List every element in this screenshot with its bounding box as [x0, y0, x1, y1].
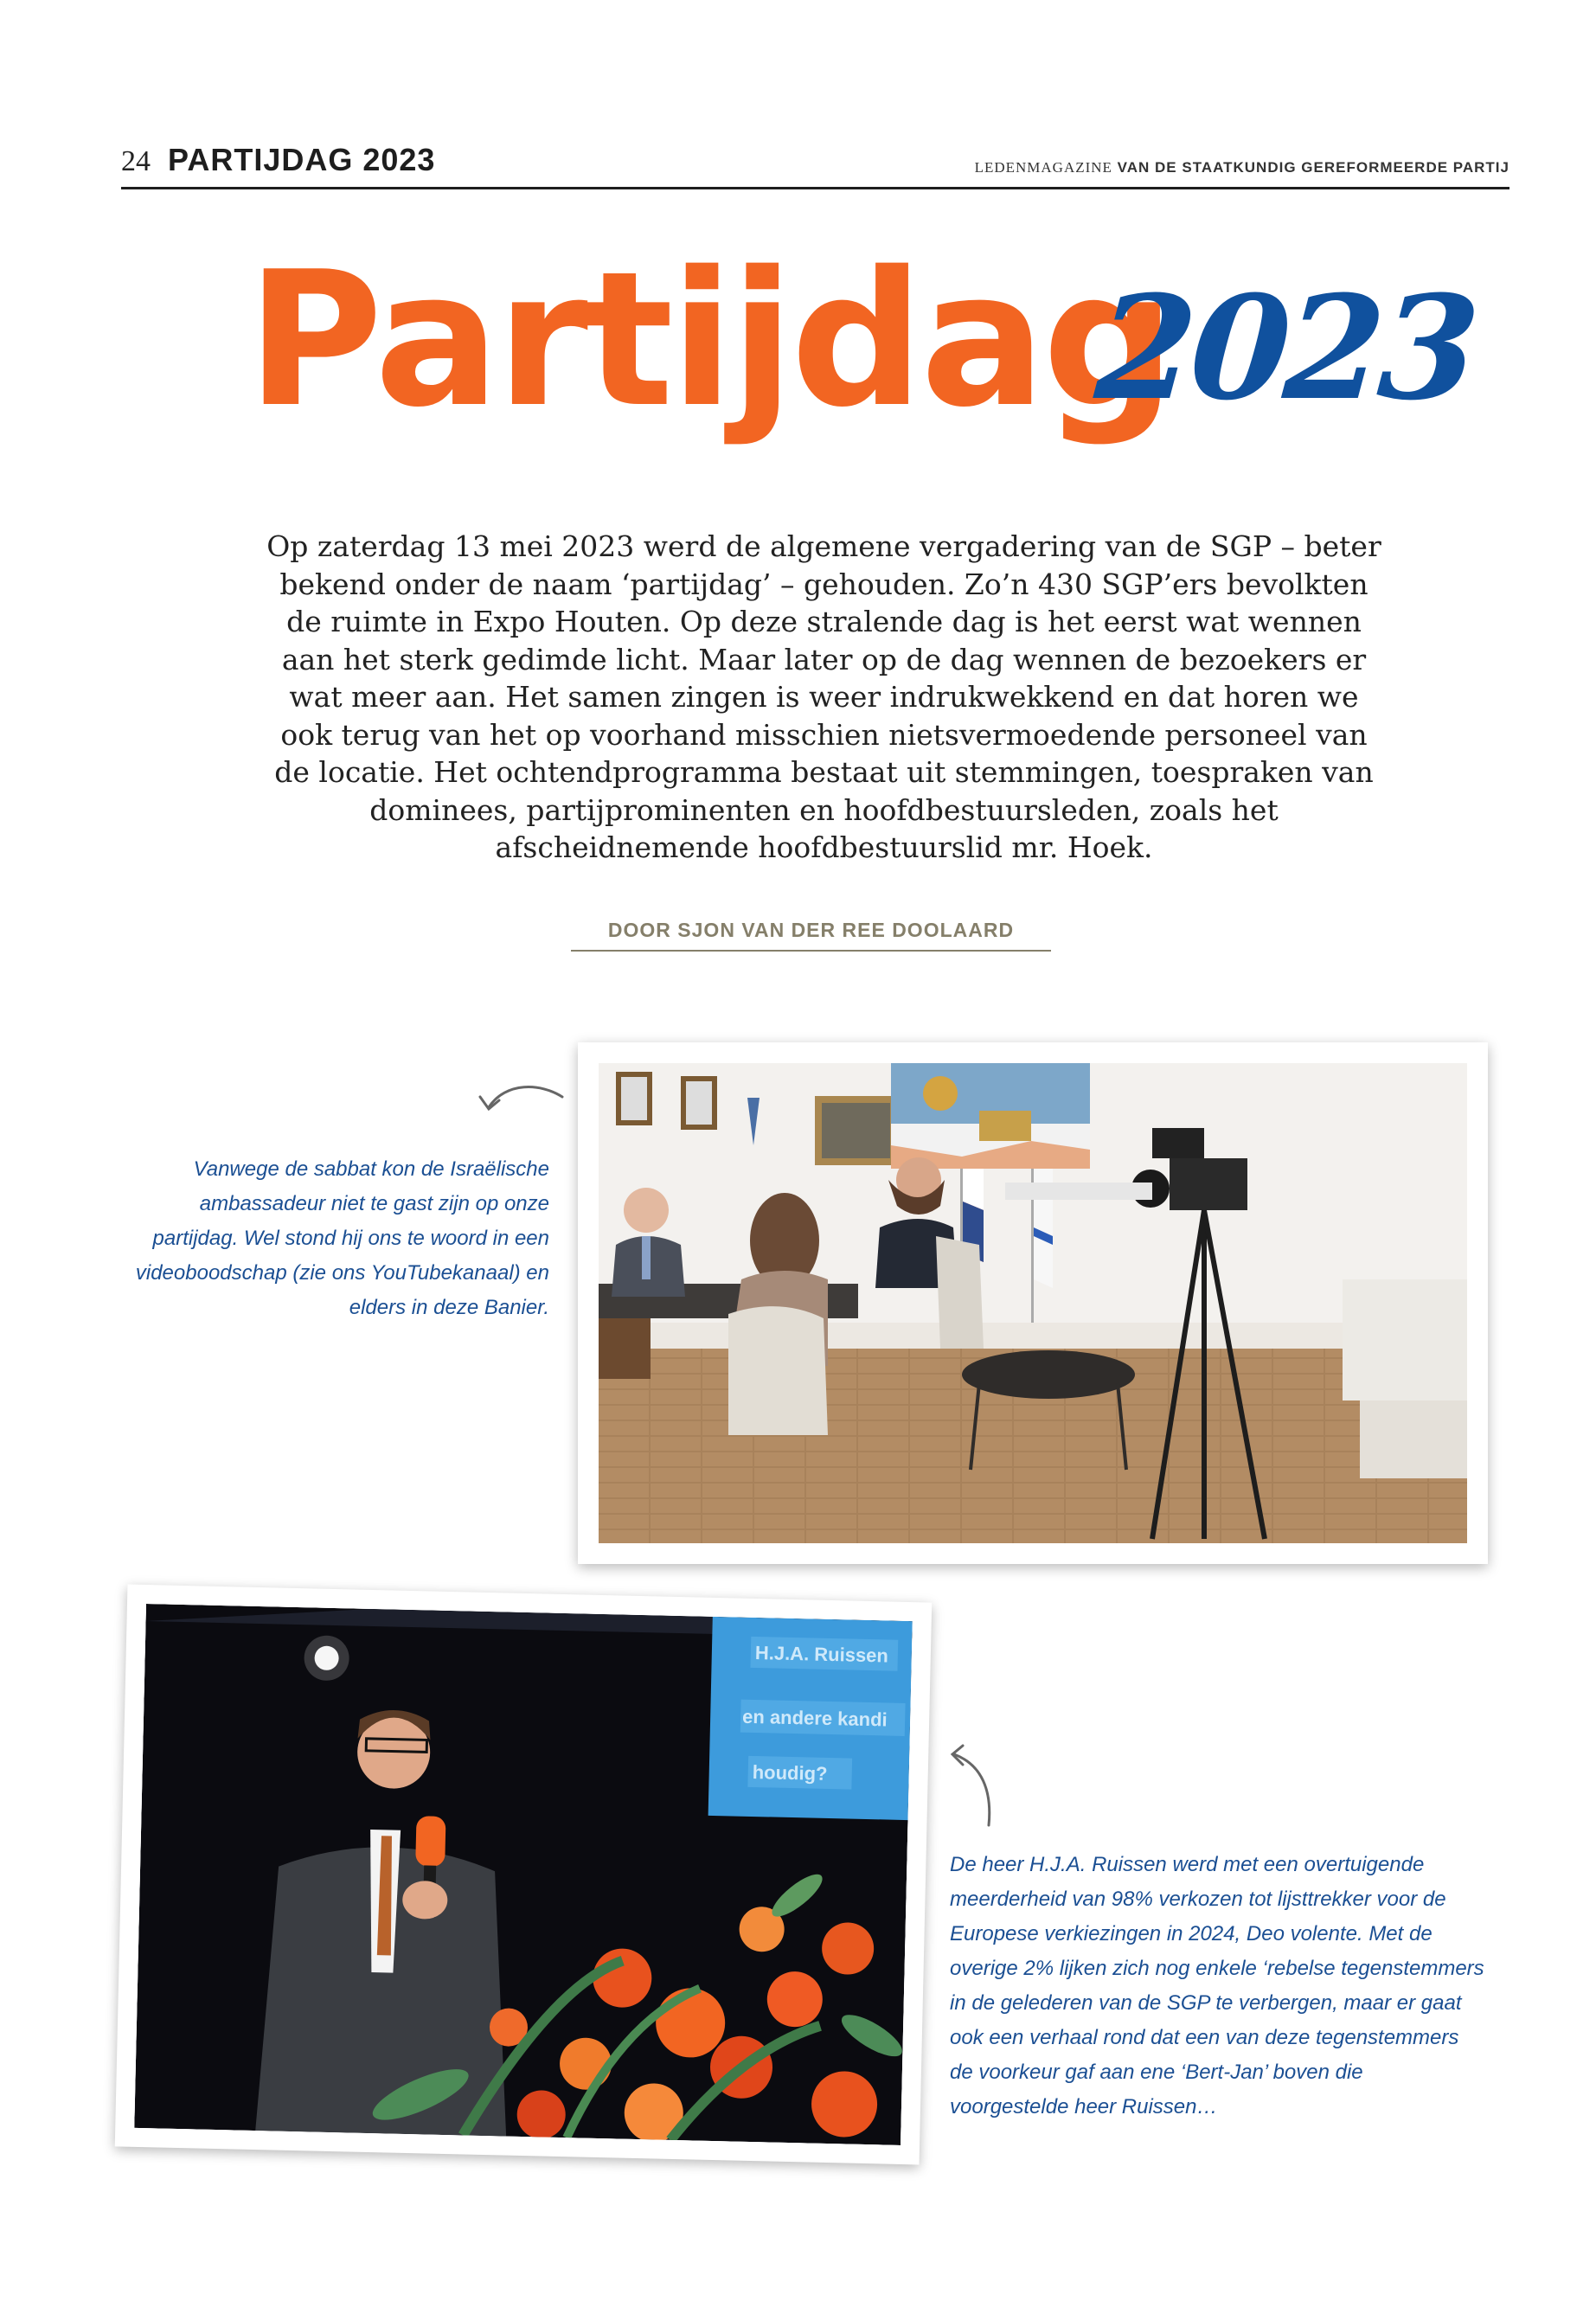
page-number: 24 — [121, 145, 151, 177]
magazine-label — [975, 159, 1509, 176]
photo-caption-ambassador: Vanwege de sabbat kon de Israëlische ambassadeur niet te gast zijn op onze partijdag. Wel stond hij ons te woord in een videoboodschap (zie ons YouTubekanaal) en elders in deze Banier. — [135, 1157, 549, 1319]
arrow-icon — [939, 1739, 999, 1834]
byline: DOOR SJON VAN DER REE DOOLAARD — [607, 919, 1015, 941]
byline-divider — [571, 950, 1051, 952]
magazine-label-bold: VAN DE STAATKUNDIG GEREFORMEERDE PARTIJ — [1117, 159, 1509, 176]
arrow-icon — [471, 1073, 567, 1125]
photo-frame-speaker — [115, 1585, 933, 2165]
screen-line-1: H.J.A. Ruissen — [754, 1642, 889, 1667]
stage-speaker-photo — [134, 1604, 913, 2145]
intro-paragraph: Op zaterdag 13 mei 2023 werd de algemene vergadering van de SGP – beter bekend onder de naam ‘partijdag’ – gehouden. Zo’n 430 SGP’ers bevolkten de ruimte in Expo Houten. Op deze stralende dag is het eerst wat wennen aan het sterk gedimde licht. Maar later op de dag wennen de bezoekers er wat meer aan. Het samen zingen is weer indrukwekkend en dat horen we ook terug van het op voorhand misschien nietsvermoedende personeel van de locatie. Het ochtendprogramma bestaat uit stemmingen, toespraken van dominees, partijprominenten en hoofdbestuursleden, zoals het afscheidnemende hoofdbestuurslid mr. Hoek. — [266, 529, 1381, 864]
photo-caption-ruissen: De heer H.J.A. Ruissen werd met een overtuigende meerderheid van 98% verkozen tot lijsttrekker voor de Europese verkiezingen in 2024, Deo volente. Met de overige 2% lijken zich nog enkele ‘rebelse tegenstemmers in de gelederen van de SGP te verbergen, maar er gaat ook een verhaal rond dat een van deze tegenstemmers de voorkeur gaf aan ene ‘Bert-Jan’ boven die voorgestelde heer Ruissen… — [950, 1853, 1484, 2118]
page-title: Partijdag — [247, 231, 1172, 448]
photo-frame-interview — [578, 1042, 1488, 1564]
screen-line-3: houdig? — [752, 1760, 828, 1785]
section-title: PARTIJDAG 2023 — [168, 142, 436, 177]
header-divider — [121, 187, 1509, 189]
screen-line-2: en andere kandi — [741, 1705, 888, 1731]
page-title-year: 2023 — [1091, 264, 1480, 432]
office-interview-photo — [599, 1063, 1467, 1543]
magazine-label-plain: LEDENMAGAZINE — [974, 159, 1112, 176]
